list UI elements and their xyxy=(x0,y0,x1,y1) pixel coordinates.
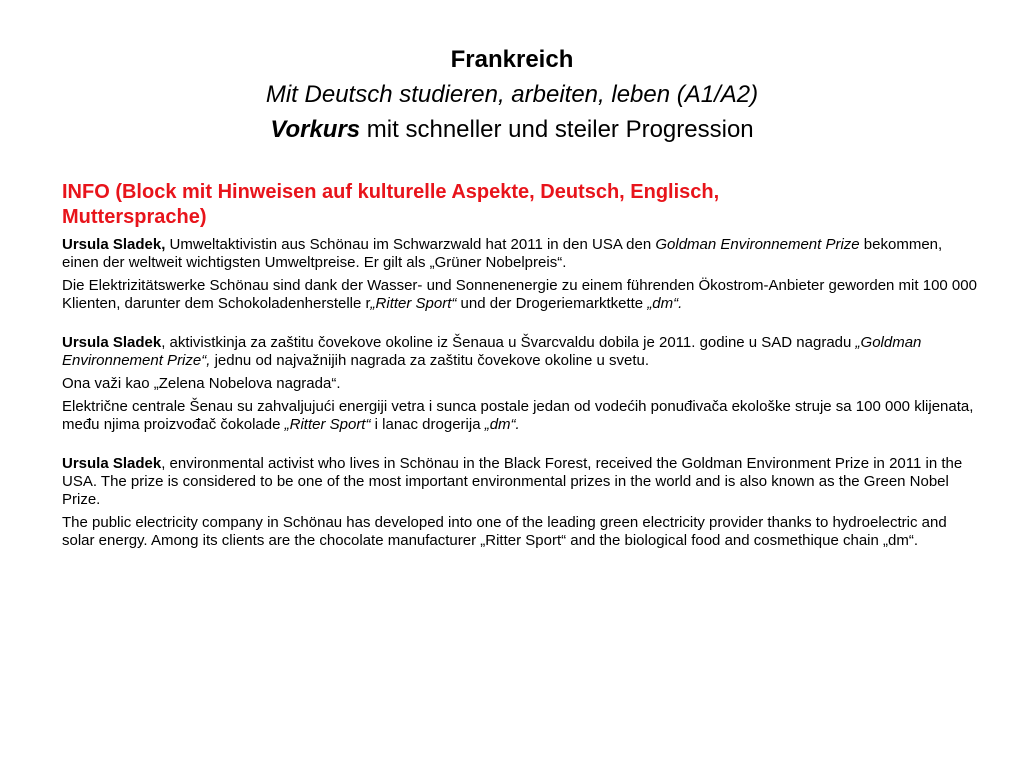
serbian-dm: „dm“. xyxy=(484,416,520,433)
slide-body xyxy=(62,180,982,555)
serbian-name: Ursula Sladek xyxy=(62,334,162,351)
serbian-prize: „Goldman Environnement Prize“, xyxy=(62,334,922,369)
german-p2-text-b: und der Drogeriemarktkette xyxy=(456,295,648,312)
title-progression: mit schneller und steiler Progression xyxy=(360,116,754,143)
title-course-name: Mit Deutsch studieren, arbeiten, leben (A1/A2) xyxy=(265,81,759,108)
german-text-b: bekommen, einen der weltweit wichtigsten Umweltpreise. Er gilt als „Grüner Nobelpreis“. xyxy=(62,236,943,271)
slide-title xyxy=(40,42,984,147)
german-ritter-sport: „Ritter Sport“ xyxy=(370,295,457,312)
german-p2-text-a: Die Elektrizitätswerke Schönau sind dank der Wasser- und Sonnenenergie zu einem führenden Ökostrom-Anbieter geworden mit 100 000 Klienten, darunter dem Schokoladenherstelle r xyxy=(62,277,977,312)
german-dm: „dm“. xyxy=(647,295,683,312)
serbian-p3-text-b: i lanac drogerija xyxy=(370,416,485,433)
serbian-p3-text-a: Električne centrale Šenau su zahvaljujući energiji vetra i sunca postale jedan od vodećih ponuđivača ekološke struje sa 100 000 klijenata, među njima proizvođač čokolade xyxy=(62,398,974,433)
info-heading-line2: Muttersprache) xyxy=(62,206,207,228)
english-paragraph-2: The public electricity company in Schönau has developed into one of the leading green electricity provider thanks to hydroelectric and solar energy. Among its clients are the chocolate manufacturer „Ritter Sport“ and the biological food and cosmethique chain „dm“. xyxy=(62,514,947,549)
english-name: Ursula Sladek xyxy=(62,455,162,472)
german-name: Ursula Sladek, xyxy=(62,236,166,253)
german-paragraph-1 xyxy=(62,236,982,272)
english-paragraph-1 xyxy=(62,455,982,509)
german-prize: Goldman Environnement Prize xyxy=(655,236,860,253)
title-vorkurs: Vorkurs xyxy=(270,116,361,143)
german-paragraph-2 xyxy=(62,277,982,313)
serbian-paragraph-3 xyxy=(62,398,982,434)
serbian-ritter-sport: „Ritter Sport“ xyxy=(284,416,371,433)
german-text-a: Umweltaktivistin aus Schönau im Schwarzwald hat 2011 in den USA den xyxy=(165,236,656,253)
serbian-paragraph-2: Ona važi kao „Zelena Nobelova nagrada“. xyxy=(62,375,341,392)
info-heading xyxy=(62,180,982,230)
english-text: , environmental activist who lives in Schönau in the Black Forest, received the Goldman Environment Prize in 2011 in the USA. The prize is considered to be one of the most important environmental prizes in the world and is also known as the Green Nobel Prize. xyxy=(62,455,963,508)
serbian-text-b: jednu od najvažnijih nagrada za zaštitu čovekove okoline u svetu. xyxy=(210,352,650,369)
info-heading-line1: INFO (Block mit Hinweisen auf kulturelle Aspekte, Deutsch, Englisch, xyxy=(62,181,720,203)
serbian-text-a: , aktivistkinja za zaštitu čovekove okoline iz Šenaua u Švarcvaldu dobila je 2011. godine u SAD nagradu xyxy=(161,334,856,351)
serbian-paragraph-1 xyxy=(62,334,982,370)
title-country: Frankreich xyxy=(450,46,574,73)
title-course-type xyxy=(40,112,984,147)
